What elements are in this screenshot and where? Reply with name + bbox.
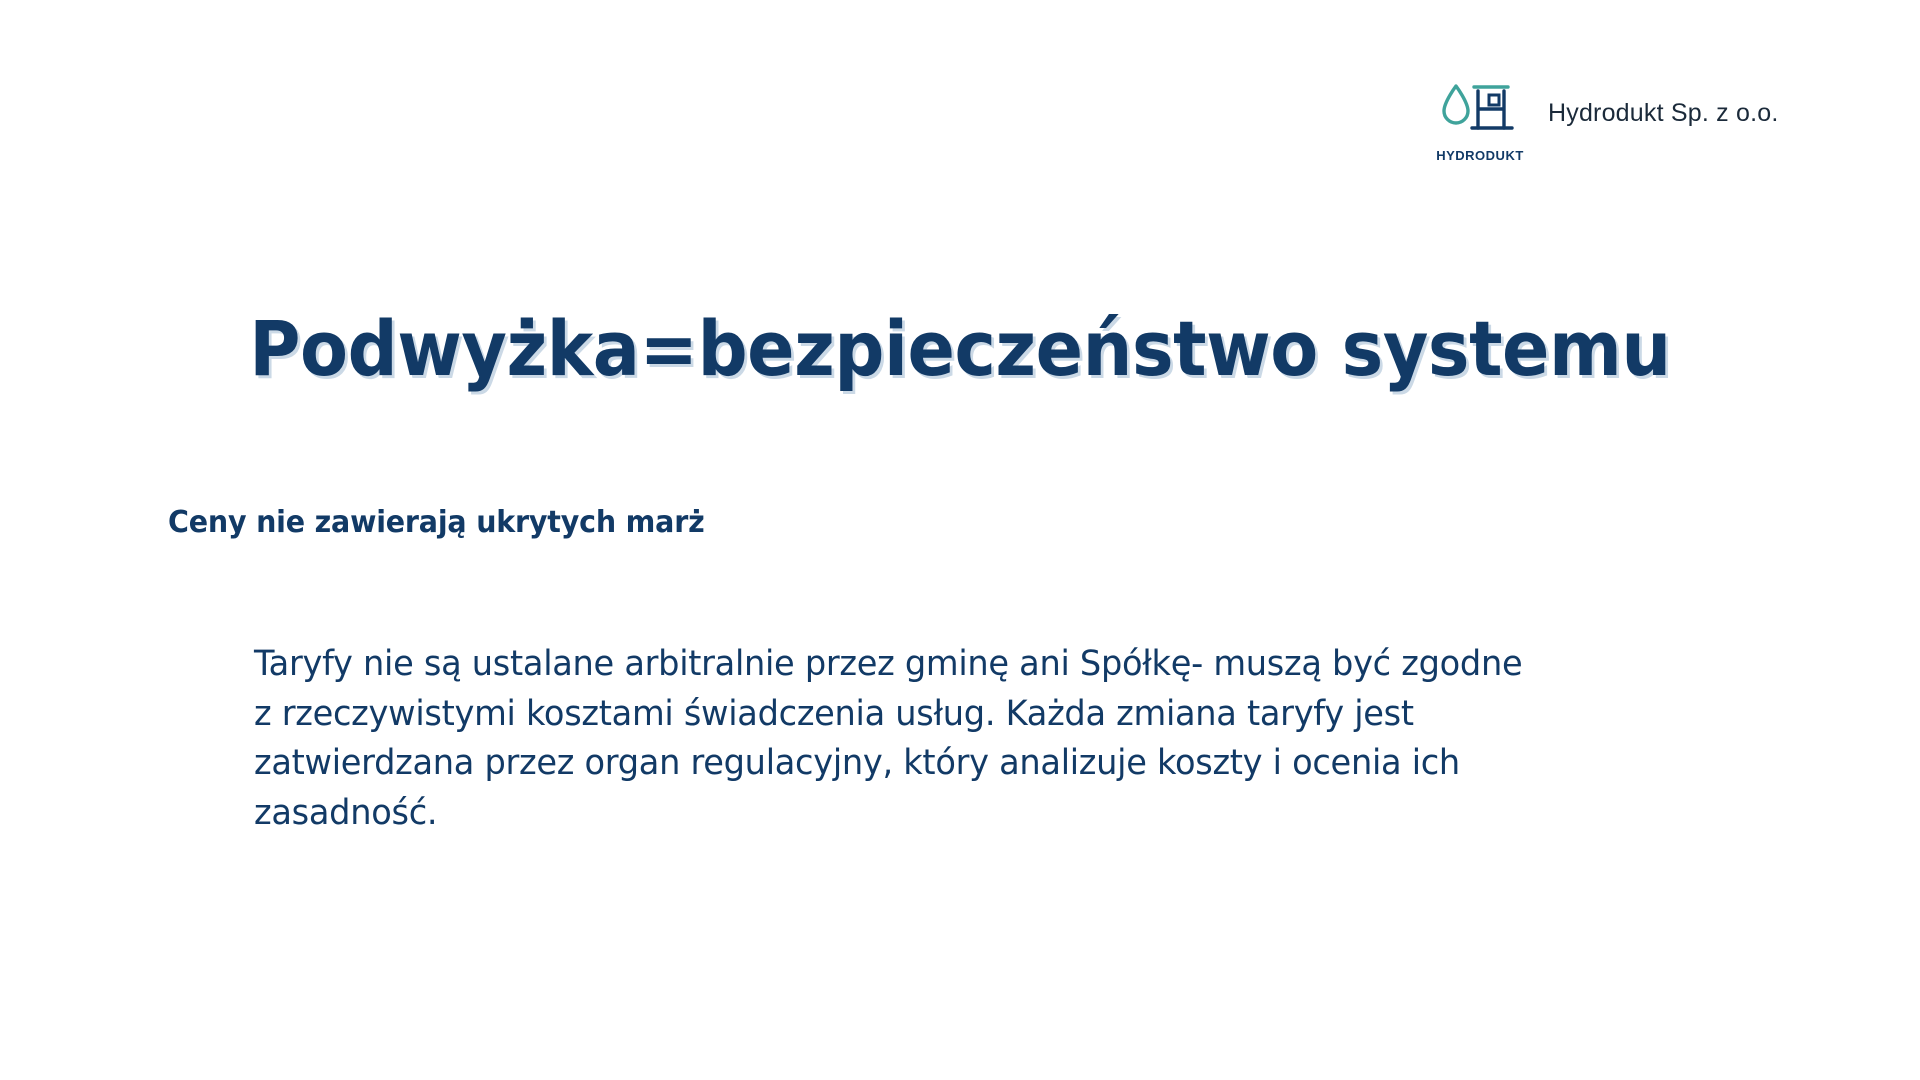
hydrodukt-logo-mark xyxy=(1434,78,1526,170)
logo-block xyxy=(1434,78,1779,170)
logo-wordmark: HYDRODUKT xyxy=(1436,148,1524,163)
lead-statement: Ceny nie zawierają ukrytych marż xyxy=(168,505,705,540)
page-title: Podwyżka=bezpieczeństwo systemu xyxy=(249,303,1671,393)
body-paragraph: Taryfy nie są ustalane arbitralnie przez gminę ani Spółkę- muszą być zgodne z rzeczywistymi kosztami świadczenia usług. Każda zmiana taryfy jest zatwierdzana przez organ regulacyjny, który analizuje koszty i ocenia ich zasadność. xyxy=(254,644,1523,834)
company-name: Hydrodukt Sp. z o.o. xyxy=(1548,98,1779,127)
water-drop-and-pipe-icon xyxy=(1434,78,1526,144)
